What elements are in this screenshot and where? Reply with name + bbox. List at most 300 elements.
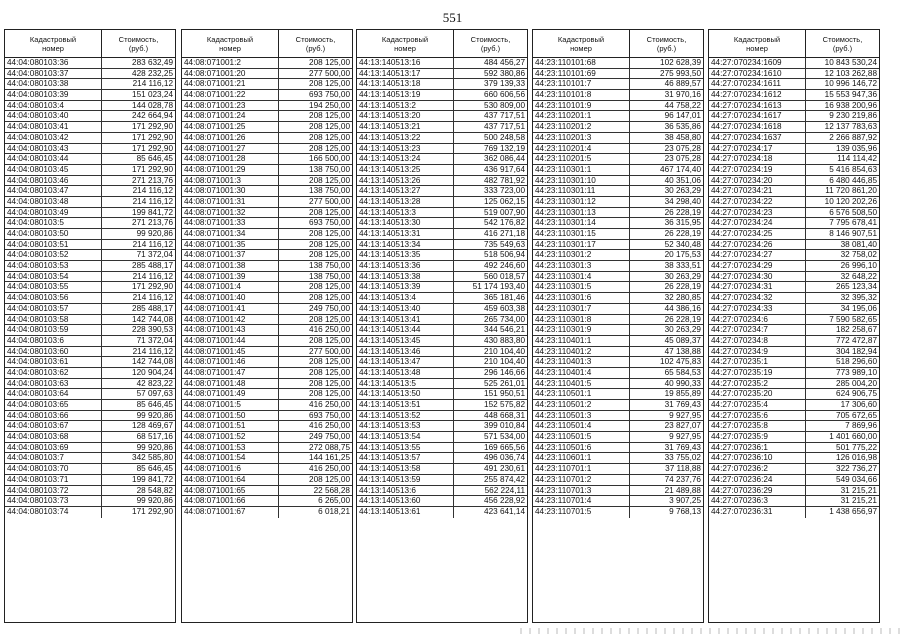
table-row xyxy=(709,432,879,443)
cadastral-number-cell: 44:08:071001:4 xyxy=(182,282,279,292)
cadastral-number-cell: 44:27:070235:9 xyxy=(709,432,806,442)
cost-cell: 7 795 678,41 xyxy=(829,218,877,228)
table-row xyxy=(533,111,703,122)
table-row xyxy=(533,379,703,390)
table-row xyxy=(709,122,879,133)
table-row xyxy=(182,90,352,101)
cost-cell: 208 125,00 xyxy=(309,58,350,67)
table-row xyxy=(709,411,879,422)
table-row xyxy=(5,336,175,347)
cadastral-number-cell: 44:04:080103:69 xyxy=(5,443,102,453)
cadastral-number-cell: 44:23:110101:7 xyxy=(533,79,630,89)
cost-cell: 518 296,60 xyxy=(836,357,877,367)
cost-cell: 322 736,27 xyxy=(836,464,877,474)
cost-cell: 26 228,19 xyxy=(664,282,701,292)
cost-cell: 171 292,90 xyxy=(132,164,173,174)
cadastral-number-cell: 44:13:140513:34 xyxy=(357,240,454,250)
cadastral-number-cell: 44:23:110501:1 xyxy=(533,389,630,399)
cadastral-number-cell: 44:04:080103:5 xyxy=(5,218,102,228)
cadastral-number-cell: 44:04:080103:67 xyxy=(5,421,102,431)
cost-cell: 208 125,00 xyxy=(309,282,350,292)
cost-cell: 26 228,19 xyxy=(664,229,701,238)
cost-cell: 102 628,39 xyxy=(660,58,701,67)
cadastral-number-cell: 44:08:071001:49 xyxy=(182,389,279,399)
cadastral-number-cell: 44:23:110701:5 xyxy=(533,507,630,518)
table-row xyxy=(5,240,175,251)
cadastral-number-cell: 44:27:070234:32 xyxy=(709,293,806,303)
cadastral-number-cell: 44:27:070234:1613 xyxy=(709,101,806,111)
cadastral-number-cell: 44:04:080103:46 xyxy=(5,176,102,186)
table-row xyxy=(709,347,879,358)
cost-cell: 194 250,00 xyxy=(309,100,350,110)
cadastral-number-cell: 44:23:110201:1 xyxy=(533,111,630,121)
cost-cell: 214 116,12 xyxy=(132,293,173,303)
table-row xyxy=(357,69,527,80)
cost-cell: 85 646,45 xyxy=(136,464,173,474)
table-row xyxy=(533,176,703,187)
cost-cell: 171 292,90 xyxy=(132,122,173,132)
cost-cell: 15 553 947,36 xyxy=(824,90,877,100)
cost-cell: 271 213,76 xyxy=(132,175,173,185)
cadastral-number-cell: 44:13:140513:24 xyxy=(357,154,454,164)
cadastral-number-cell: 44:08:071001:42 xyxy=(182,315,279,325)
table-row xyxy=(5,357,175,368)
cost-cell: 8 146 907,51 xyxy=(829,229,877,238)
cadastral-number-cell: 44:13:140513:60 xyxy=(357,496,454,506)
cost-cell: 437 717,51 xyxy=(484,111,525,121)
cadastral-number-cell: 44:27:070234:1612 xyxy=(709,90,806,100)
table-row xyxy=(357,347,527,358)
cadastral-number-cell: 44:23:110401:4 xyxy=(533,368,630,378)
cost-cell: 30 263,29 xyxy=(664,271,701,281)
cost-cell: 416 250,00 xyxy=(309,400,350,409)
cost-cell: 492 246,60 xyxy=(484,261,525,271)
cadastral-number-cell: 44:27:070234:8 xyxy=(709,336,806,346)
table-row xyxy=(182,165,352,176)
cadastral-number-cell: 44:23:110301:11 xyxy=(533,186,630,196)
table-row xyxy=(5,229,175,240)
cost-cell: 285 004,20 xyxy=(836,378,877,388)
table-row xyxy=(5,165,175,176)
cost-cell: 171 292,90 xyxy=(132,143,173,153)
cost-cell: 735 549,63 xyxy=(484,239,525,249)
cost-cell: 99 920,86 xyxy=(136,410,173,420)
cadastral-number-cell: 44:04:080103:54 xyxy=(5,272,102,282)
cadastral-number-cell: 44:27:070234:26 xyxy=(709,240,806,250)
table-body xyxy=(533,58,703,518)
cadastral-number-cell: 44:04:080103:41 xyxy=(5,122,102,132)
cadastral-number-cell: 44:04:080103:47 xyxy=(5,186,102,196)
table-row xyxy=(533,421,703,432)
table-row xyxy=(533,218,703,229)
cadastral-number-cell: 44:08:071001:43 xyxy=(182,325,279,335)
table-row xyxy=(5,453,175,464)
cost-cell: 484 456,27 xyxy=(484,58,525,67)
table-row xyxy=(533,250,703,261)
cost-cell: 482 781,92 xyxy=(484,175,525,185)
cost-cell: 152 575,82 xyxy=(484,400,525,409)
table-row xyxy=(709,186,879,197)
table-row xyxy=(709,315,879,326)
cadastral-number-cell: 44:08:071001:29 xyxy=(182,165,279,175)
cost-cell: 10 843 530,24 xyxy=(824,58,877,67)
cadastral-number-cell: 44:04:080103:71 xyxy=(5,475,102,485)
table-row xyxy=(357,293,527,304)
cost-cell: 33 755,02 xyxy=(664,453,701,463)
cost-cell: 693 750,00 xyxy=(309,90,350,100)
cost-cell: 500 248,58 xyxy=(484,132,525,142)
table-row xyxy=(357,357,527,368)
cost-cell: 182 258,67 xyxy=(836,325,877,335)
table-row xyxy=(182,261,352,272)
cadastral-number-cell: 44:08:071001:24 xyxy=(182,111,279,121)
cost-cell: 21 489,88 xyxy=(664,485,701,495)
cadastral-number-cell: 44:13:140513:5 xyxy=(357,379,454,389)
cost-cell: 34 298,40 xyxy=(664,196,701,206)
cost-cell: 114 114,42 xyxy=(837,154,877,164)
table-row xyxy=(357,197,527,208)
cadastral-number-cell: 44:08:071001:6 xyxy=(182,464,279,474)
cadastral-number-cell: 44:04:080103:56 xyxy=(5,293,102,303)
table-row xyxy=(357,325,527,336)
table-row xyxy=(5,304,175,315)
cadastral-number-cell: 44:27:070234:29 xyxy=(709,261,806,271)
cost-cell: 769 132,19 xyxy=(484,143,525,153)
cost-cell: 6 265,00 xyxy=(318,496,350,506)
table-row xyxy=(533,122,703,133)
cadastral-number-cell: 44:27:070236:2 xyxy=(709,464,806,474)
cadastral-number-cell: 44:27:070235:19 xyxy=(709,368,806,378)
cadastral-number-cell: 44:23:110201:3 xyxy=(533,133,630,143)
cadastral-number-cell: 44:23:110101:69 xyxy=(533,69,630,79)
cadastral-number-cell: 44:27:070234:17 xyxy=(709,144,806,154)
cost-cell: 365 181,46 xyxy=(484,293,525,303)
table-row xyxy=(182,176,352,187)
table-row xyxy=(533,240,703,251)
cadastral-number-cell: 44:23:110101:8 xyxy=(533,90,630,100)
table-row xyxy=(357,507,527,518)
table-row xyxy=(5,208,175,219)
table-row xyxy=(709,400,879,411)
cost-cell: 271 213,76 xyxy=(132,218,173,228)
cost-cell: 7 869,96 xyxy=(845,421,877,431)
table-row xyxy=(182,496,352,507)
cadastral-number-cell: 44:13:140513:4 xyxy=(357,293,454,303)
cost-cell: 416 250,00 xyxy=(309,325,350,335)
cadastral-number-cell: 44:08:071001:44 xyxy=(182,336,279,346)
table-row xyxy=(357,411,527,422)
cost-cell: 31 215,21 xyxy=(840,485,877,495)
cadastral-number-cell: 44:23:110301:12 xyxy=(533,197,630,207)
table-row xyxy=(533,208,703,219)
cost-cell: 9 230 219,86 xyxy=(829,111,877,121)
table-row xyxy=(182,315,352,326)
cost-cell: 26 996,10 xyxy=(840,261,877,271)
cost-cell: 437 717,51 xyxy=(484,122,525,132)
cost-cell: 22 568,28 xyxy=(313,485,350,495)
cost-cell: 31 769,43 xyxy=(664,400,701,409)
cadastral-number-cell: 44:08:071001:28 xyxy=(182,154,279,164)
cost-cell: 283 632,49 xyxy=(132,58,173,67)
table-row xyxy=(5,293,175,304)
cadastral-number-header: Кадастровый номер xyxy=(709,30,806,57)
cadastral-number-cell: 44:27:070234:9 xyxy=(709,347,806,357)
table-row xyxy=(5,58,175,69)
cadastral-number-cell: 44:04:080103:4 xyxy=(5,101,102,111)
table-row xyxy=(533,304,703,315)
table-row xyxy=(533,486,703,497)
cadastral-number-cell: 44:13:140513:59 xyxy=(357,475,454,485)
cost-cell: 277 500,00 xyxy=(309,68,350,78)
cadastral-number-cell: 44:23:110601:1 xyxy=(533,453,630,463)
cadastral-number-cell: 44:13:140513:38 xyxy=(357,272,454,282)
cost-cell: 208 125,00 xyxy=(309,389,350,399)
cost-cell: 208 125,00 xyxy=(309,175,350,185)
cadastral-number-cell: 44:13:140513:44 xyxy=(357,325,454,335)
cost-cell: 773 989,10 xyxy=(836,367,877,377)
table-row xyxy=(709,69,879,80)
table-row xyxy=(533,432,703,443)
table-row xyxy=(182,325,352,336)
cost-cell: 542 176,82 xyxy=(484,218,525,228)
cadastral-number-cell: 44:13:140513:46 xyxy=(357,347,454,357)
table-row xyxy=(182,411,352,422)
cadastral-number-cell: 44:27:070234:1617 xyxy=(709,111,806,121)
cadastral-number-cell: 44:08:071001:47 xyxy=(182,368,279,378)
cost-cell: 19 855,89 xyxy=(664,389,701,399)
cadastral-number-cell: 44:27:070236:1 xyxy=(709,443,806,453)
cadastral-number-cell: 44:08:071001:52 xyxy=(182,432,279,442)
table-row xyxy=(709,443,879,454)
table-row xyxy=(5,464,175,475)
table-row xyxy=(709,304,879,315)
table-row xyxy=(5,133,175,144)
table-row xyxy=(182,229,352,240)
table-row xyxy=(182,186,352,197)
cost-cell: 456 228,92 xyxy=(484,496,525,506)
cost-cell: 38 458,80 xyxy=(664,132,701,142)
cost-cell: 32 758,02 xyxy=(840,250,877,260)
table-row xyxy=(533,315,703,326)
table-row xyxy=(533,144,703,155)
cadastral-number-cell: 44:08:071001:38 xyxy=(182,261,279,271)
cadastral-number-cell: 44:23:110301:3 xyxy=(533,261,630,271)
table-row xyxy=(182,250,352,261)
cost-cell: 99 920,86 xyxy=(136,496,173,506)
cost-cell: 560 018,57 xyxy=(484,271,525,281)
cost-cell: 44 386,16 xyxy=(664,303,701,313)
table-header xyxy=(533,30,703,58)
table-row xyxy=(357,250,527,261)
cadastral-number-cell: 44:08:071001:26 xyxy=(182,133,279,143)
cadastral-number-cell: 44:13:140513:54 xyxy=(357,432,454,442)
cost-cell: 23 075,28 xyxy=(664,154,701,164)
table-row xyxy=(5,261,175,272)
cadastral-number-cell: 44:27:070234:19 xyxy=(709,165,806,175)
table-row xyxy=(5,432,175,443)
cost-cell: 71 372,04 xyxy=(136,250,173,260)
cadastral-number-cell: 44:13:140513:17 xyxy=(357,69,454,79)
cost-cell: 32 648,22 xyxy=(840,271,877,281)
cost-cell: 549 034,66 xyxy=(836,474,877,484)
table-row xyxy=(182,208,352,219)
table-row xyxy=(709,389,879,400)
table-row xyxy=(182,154,352,165)
table-row xyxy=(357,240,527,251)
cost-cell: 151 023,24 xyxy=(132,90,173,100)
cadastral-number-cell: 44:27:070235:20 xyxy=(709,389,806,399)
cost-cell: 71 372,04 xyxy=(136,335,173,345)
cost-cell: 57 097,63 xyxy=(136,389,173,399)
cadastral-number-cell: 44:13:140513:35 xyxy=(357,250,454,260)
cadastral-number-cell: 44:08:071001:27 xyxy=(182,144,279,154)
cost-cell: 138 750,00 xyxy=(309,186,350,196)
cadastral-number-cell: 44:13:140513:61 xyxy=(357,507,454,518)
cadastral-number-cell: 44:08:071001:31 xyxy=(182,197,279,207)
cost-cell: 6 018,21 xyxy=(318,506,350,516)
table-header xyxy=(357,30,527,58)
table-row xyxy=(182,197,352,208)
cadastral-number-cell: 44:04:080103:65 xyxy=(5,400,102,410)
cost-header: Стоимость, (руб.) xyxy=(295,34,336,53)
table-row xyxy=(533,496,703,507)
table-row xyxy=(182,133,352,144)
table-row xyxy=(357,432,527,443)
cost-cell: 125 062,15 xyxy=(484,196,525,206)
cadastral-number-cell: 44:08:071001:67 xyxy=(182,507,279,518)
cost-cell: 36 315,95 xyxy=(664,218,701,228)
cadastral-number-cell: 44:04:080103:42 xyxy=(5,133,102,143)
cost-cell: 249 750,00 xyxy=(309,432,350,442)
cost-cell: 32 395,32 xyxy=(840,293,877,303)
cost-cell: 265 123,34 xyxy=(836,282,877,292)
cadastral-number-cell: 44:23:110401:2 xyxy=(533,347,630,357)
cost-cell: 142 744,08 xyxy=(132,314,173,324)
cadastral-number-cell: 44:13:140513:18 xyxy=(357,79,454,89)
table-row xyxy=(5,496,175,507)
cadastral-number-cell: 44:08:071001:30 xyxy=(182,186,279,196)
cadastral-number-cell: 44:08:071001:53 xyxy=(182,443,279,453)
cadastral-number-cell: 44:04:080103:36 xyxy=(5,58,102,68)
table-row xyxy=(5,389,175,400)
cost-cell: 208 125,00 xyxy=(309,250,350,260)
table-row xyxy=(709,368,879,379)
cadastral-number-cell: 44:27:070236:3 xyxy=(709,496,806,506)
cost-cell: 210 104,40 xyxy=(484,346,525,356)
table-row xyxy=(182,218,352,229)
table-row xyxy=(5,186,175,197)
cost-cell: 23 827,07 xyxy=(664,421,701,431)
cost-cell: 448 668,31 xyxy=(484,410,525,420)
table-row xyxy=(5,325,175,336)
table-row xyxy=(709,79,879,90)
cadastral-number-header: Кадастровый номер xyxy=(182,30,279,57)
cost-cell: 285 488,17 xyxy=(132,303,173,313)
table-row xyxy=(357,453,527,464)
table-row xyxy=(533,229,703,240)
cadastral-number-cell: 44:13:140513:50 xyxy=(357,389,454,399)
cadastral-number-cell: 44:08:071001:21 xyxy=(182,79,279,89)
table-row xyxy=(182,58,352,69)
cadastral-number-cell: 44:23:110301:5 xyxy=(533,282,630,292)
table-row xyxy=(5,475,175,486)
table-row xyxy=(182,400,352,411)
table-row xyxy=(5,176,175,187)
table-row xyxy=(533,453,703,464)
cost-cell: 214 116,12 xyxy=(132,346,173,356)
cost-cell: 44 758,22 xyxy=(664,100,701,110)
scan-artifact-strip xyxy=(520,628,900,634)
table-row xyxy=(182,368,352,379)
table-row xyxy=(533,261,703,272)
table-header xyxy=(182,30,352,58)
cost-cell: 518 506,94 xyxy=(484,250,525,260)
cadastral-number-cell: 44:08:071001:40 xyxy=(182,293,279,303)
table-row xyxy=(357,272,527,283)
table-row xyxy=(533,79,703,90)
cadastral-number-cell: 44:23:110301:1 xyxy=(533,165,630,175)
cost-cell: 491 230,61 xyxy=(484,464,525,474)
table-row xyxy=(357,79,527,90)
cost-cell: 16 938 200,96 xyxy=(824,100,877,110)
table-row xyxy=(533,293,703,304)
cost-cell: 772 472,87 xyxy=(836,335,877,345)
cadastral-number-cell: 44:08:071001:54 xyxy=(182,453,279,463)
cost-cell: 47 138,88 xyxy=(664,346,701,356)
table-row xyxy=(5,400,175,411)
cadastral-number-cell: 44:27:070235:4 xyxy=(709,400,806,410)
cadastral-number-cell: 44:04:080103:60 xyxy=(5,347,102,357)
cadastral-number-cell: 44:08:071001:34 xyxy=(182,229,279,239)
table-row xyxy=(5,282,175,293)
cadastral-number-cell: 44:23:110501:2 xyxy=(533,400,630,410)
table-row xyxy=(709,154,879,165)
cost-cell: 208 125,00 xyxy=(309,335,350,345)
cost-cell: 23 075,28 xyxy=(664,143,701,153)
cost-cell: 436 917,64 xyxy=(484,164,525,174)
cadastral-number-cell: 44:27:070234:23 xyxy=(709,208,806,218)
table-row xyxy=(182,453,352,464)
table-row xyxy=(5,421,175,432)
table-row xyxy=(357,304,527,315)
cadastral-number-cell: 44:08:071001:39 xyxy=(182,272,279,282)
cost-cell: 277 500,00 xyxy=(309,346,350,356)
table-row xyxy=(709,144,879,155)
cost-cell: 28 548,82 xyxy=(136,485,173,495)
cost-cell: 51 174 193,40 xyxy=(472,282,525,292)
table-row xyxy=(5,507,175,518)
table-row xyxy=(709,208,879,219)
cost-cell: 255 874,42 xyxy=(484,474,525,484)
table-row xyxy=(5,90,175,101)
table-row xyxy=(357,111,527,122)
cost-cell: 496 036,74 xyxy=(484,453,525,463)
table-row xyxy=(5,347,175,358)
cost-cell: 208 125,00 xyxy=(309,293,350,303)
table-row xyxy=(709,261,879,272)
table-row xyxy=(709,197,879,208)
cadastral-number-cell: 44:04:080103:57 xyxy=(5,304,102,314)
cost-header: Стоимость, (руб.) xyxy=(822,34,863,53)
cadastral-number-cell: 44:04:080103:70 xyxy=(5,464,102,474)
cost-cell: 199 841,72 xyxy=(132,207,173,217)
table-row xyxy=(357,186,527,197)
table-row xyxy=(182,432,352,443)
table-row xyxy=(533,165,703,176)
cadastral-number-cell: 44:08:071001:22 xyxy=(182,90,279,100)
cadastral-number-cell: 44:13:140513:45 xyxy=(357,336,454,346)
cadastral-table-4 xyxy=(532,29,704,623)
